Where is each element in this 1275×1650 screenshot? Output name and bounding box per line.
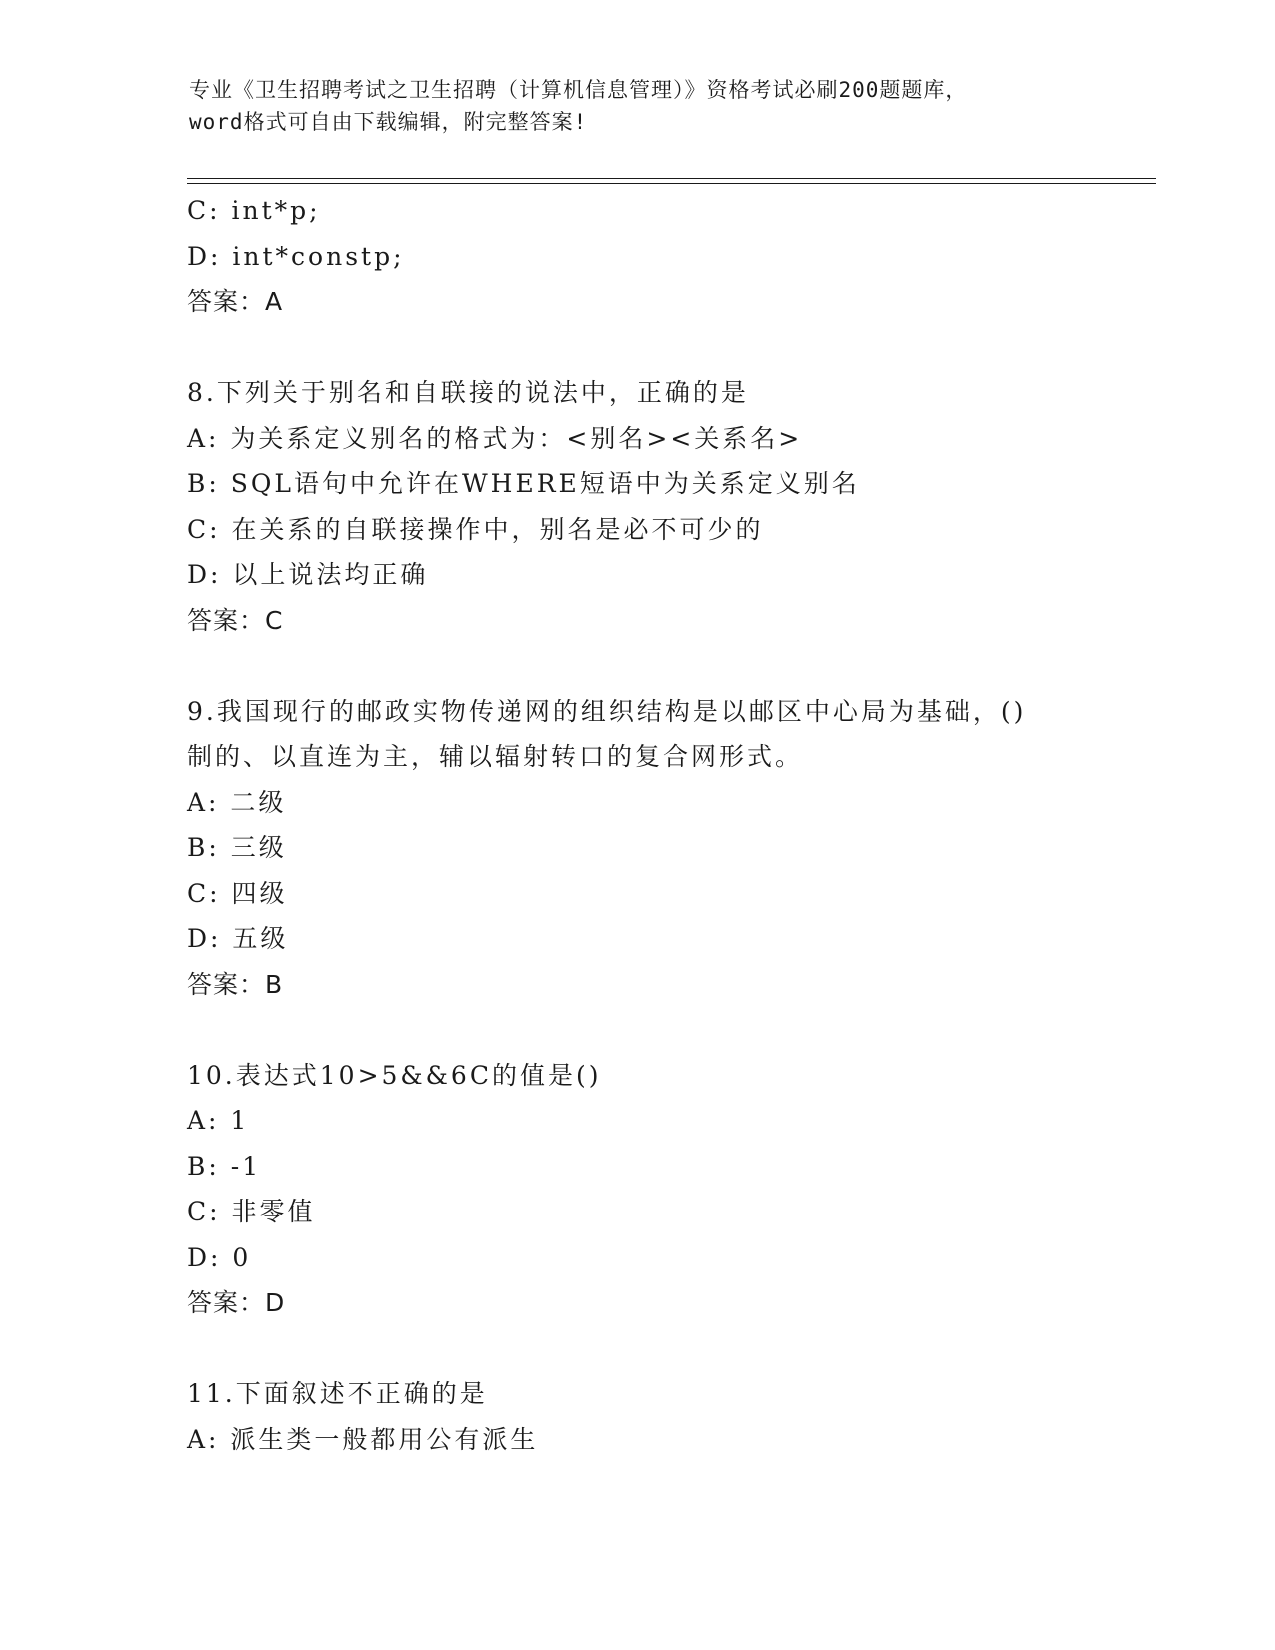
question-title-line-2: 制的、以直连为主，辅以辐射转口的复合网形式。 [187,742,804,771]
spacer [187,325,1087,371]
option-d: D: 以上说法均正确 [187,560,429,589]
header-title-line-1: 专业《卫生招聘考试之卫生招聘（计算机信息管理）》资格考试必刷200题题库， [189,78,968,102]
option-b: B: -1 [187,1151,262,1181]
option-c: C: int*p; [187,196,321,225]
option-a: A: 1 [187,1106,250,1135]
answer-line: 答案：B [187,969,284,999]
header-divider-bottom [187,183,1156,184]
answer-line: 答案：A [187,287,284,316]
header-title-line-2: word格式可自由下载编辑，附完整答案! [189,110,588,134]
question-title: 8.下列关于别名和自联接的说法中，正确的是 [187,378,749,407]
question-9 [187,689,1087,1008]
spacer [187,1007,1087,1053]
option-a: A: 为关系定义别名的格式为：<别名><关系名> [187,423,803,453]
option-b: B: SQL语句中允许在WHERE短语中为关系定义别名 [187,469,860,498]
question-11 [187,1371,1087,1462]
option-b: B: 三级 [187,833,287,862]
option-d: D: int*constp; [187,241,405,271]
document-header [189,74,1089,138]
option-a: A: 派生类一般都用公有派生 [187,1424,539,1454]
header-divider-top [187,178,1156,179]
question-title-line-1: 9.我国现行的邮政实物传递网的组织结构是以邮区中心局为基础，() [187,696,1027,726]
question-7-tail [187,188,1087,325]
option-c: C: 在关系的自联接操作中，别名是必不可少的 [187,514,764,544]
option-c: C: 四级 [187,878,288,908]
answer-line: 答案：D [187,1288,286,1317]
answer-line: 答案：C [187,605,284,635]
spacer [187,643,1087,689]
option-a: A: 二级 [187,787,287,817]
option-c: C: 非零值 [187,1197,316,1226]
question-title: 11.下面叙述不正确的是 [187,1379,488,1408]
question-10 [187,1053,1087,1326]
option-d: D: 五级 [187,924,289,953]
question-8 [187,370,1087,643]
option-d: D: 0 [187,1242,252,1272]
question-title: 10.表达式10>5&&6C的值是() [187,1060,602,1090]
question-list [187,188,1087,1462]
spacer [187,1326,1087,1372]
